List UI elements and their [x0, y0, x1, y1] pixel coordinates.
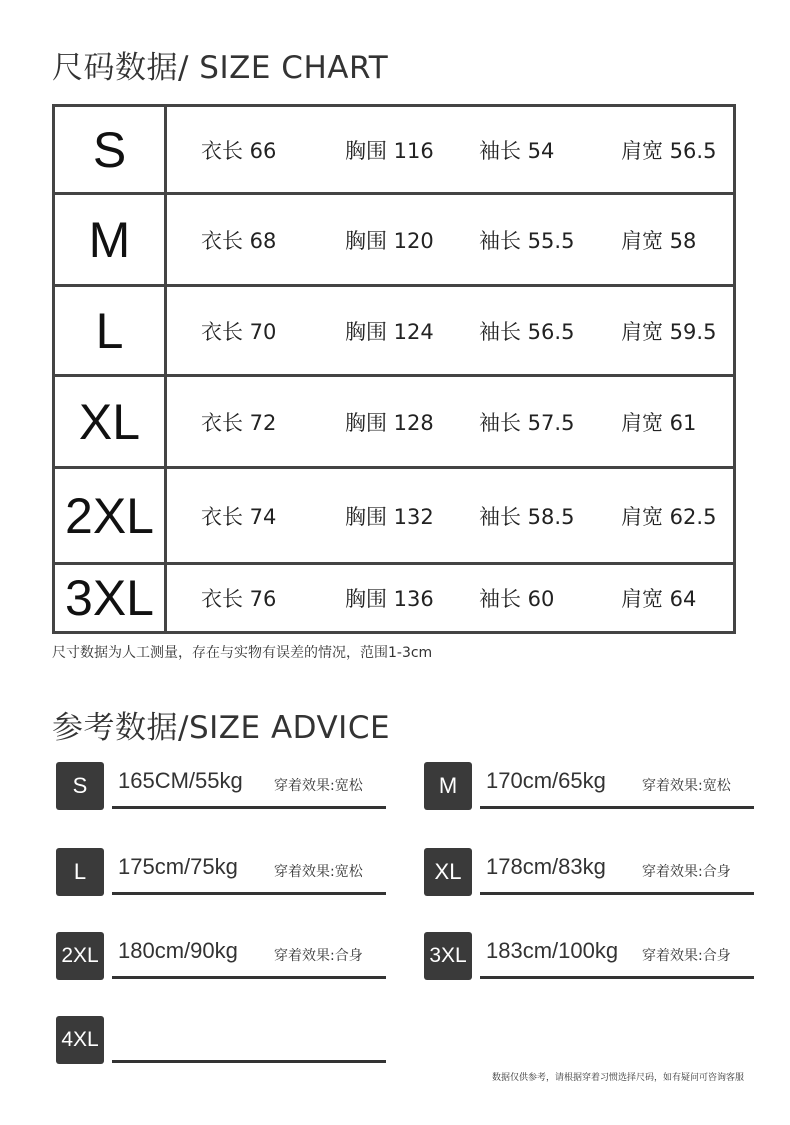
fit-effect: 穿着效果:宽松 — [274, 864, 363, 880]
height-weight: 170cm/65kg — [486, 768, 606, 793]
size-label: S — [55, 107, 167, 192]
size-advice-title: 参考数据/SIZE ADVICE — [52, 710, 391, 746]
underline — [112, 892, 386, 895]
size-label: L — [55, 287, 167, 374]
sleeve-value: 袖长 56.5 — [479, 319, 575, 344]
advice-item-4xl — [56, 1016, 386, 1064]
length-value: 衣长 70 — [201, 319, 277, 344]
shoulder-value: 肩宽 59.5 — [621, 319, 717, 344]
size-row-3xl — [55, 565, 733, 631]
measurement-note: 尺寸数据为人工测量，存在与实物有误差的情况，范围1-3cm — [52, 645, 433, 661]
size-chart-table — [52, 104, 736, 634]
size-badge: 4XL — [56, 1016, 104, 1064]
length-value: 衣长 74 — [201, 504, 277, 529]
advice-item-3xl — [424, 932, 754, 980]
fit-effect: 穿着效果:合身 — [642, 948, 731, 964]
advice-item-2xl — [56, 932, 386, 980]
sleeve-value: 袖长 54 — [479, 138, 555, 163]
size-badge: XL — [424, 848, 472, 896]
sleeve-value: 袖长 58.5 — [479, 504, 575, 529]
chest-value: 胸围 132 — [345, 504, 434, 529]
fit-effect: 穿着效果:合身 — [274, 948, 363, 964]
underline — [480, 892, 754, 895]
underline — [112, 1060, 386, 1063]
footer-note: 数据仅供参考，请根据穿着习惯选择尺码，如有疑问可咨询客服 — [491, 1073, 744, 1083]
shoulder-value: 肩宽 56.5 — [621, 138, 717, 163]
length-value: 衣长 68 — [201, 228, 277, 253]
underline — [480, 976, 754, 979]
chest-value: 胸围 116 — [345, 138, 434, 163]
height-weight: 180cm/90kg — [118, 938, 238, 963]
sleeve-value: 袖长 57.5 — [479, 410, 575, 435]
fit-effect: 穿着效果:合身 — [642, 864, 731, 880]
length-value: 衣长 66 — [201, 138, 277, 163]
size-row-2xl — [55, 469, 733, 565]
size-badge: 3XL — [424, 932, 472, 980]
size-chart-title: 尺码数据/ SIZE CHART — [52, 50, 389, 86]
size-badge: 2XL — [56, 932, 104, 980]
shoulder-value: 肩宽 64 — [621, 587, 697, 611]
chest-value: 胸围 128 — [345, 410, 434, 435]
sleeve-value: 袖长 55.5 — [479, 228, 575, 253]
length-value: 衣长 76 — [201, 587, 277, 611]
height-weight: 165CM/55kg — [118, 768, 243, 793]
underline — [112, 976, 386, 979]
size-row-xl — [55, 377, 733, 469]
advice-item-xl — [424, 848, 754, 896]
size-row-s — [55, 107, 733, 195]
underline — [480, 806, 754, 809]
size-badge: S — [56, 762, 104, 810]
sleeve-value: 袖长 60 — [479, 587, 555, 611]
size-row-m — [55, 195, 733, 287]
shoulder-value: 肩宽 62.5 — [621, 504, 717, 529]
shoulder-value: 肩宽 58 — [621, 228, 697, 253]
size-label: XL — [55, 377, 167, 466]
size-badge: M — [424, 762, 472, 810]
length-value: 衣长 72 — [201, 410, 277, 435]
size-row-l — [55, 287, 733, 377]
height-weight: 178cm/83kg — [486, 854, 606, 879]
underline — [112, 806, 386, 809]
size-label: M — [55, 195, 167, 284]
chest-value: 胸围 124 — [345, 319, 434, 344]
height-weight: 183cm/100kg — [486, 938, 619, 963]
advice-item-l — [56, 848, 386, 896]
chest-value: 胸围 136 — [345, 587, 434, 611]
chest-value: 胸围 120 — [345, 228, 434, 253]
size-label: 3XL — [55, 565, 167, 631]
fit-effect: 穿着效果:宽松 — [274, 778, 363, 794]
size-label: 2XL — [55, 469, 167, 562]
advice-item-s — [56, 762, 386, 810]
fit-effect: 穿着效果:宽松 — [642, 778, 731, 794]
advice-item-m — [424, 762, 754, 810]
height-weight: 175cm/75kg — [118, 854, 238, 879]
shoulder-value: 肩宽 61 — [621, 410, 697, 435]
size-badge: L — [56, 848, 104, 896]
